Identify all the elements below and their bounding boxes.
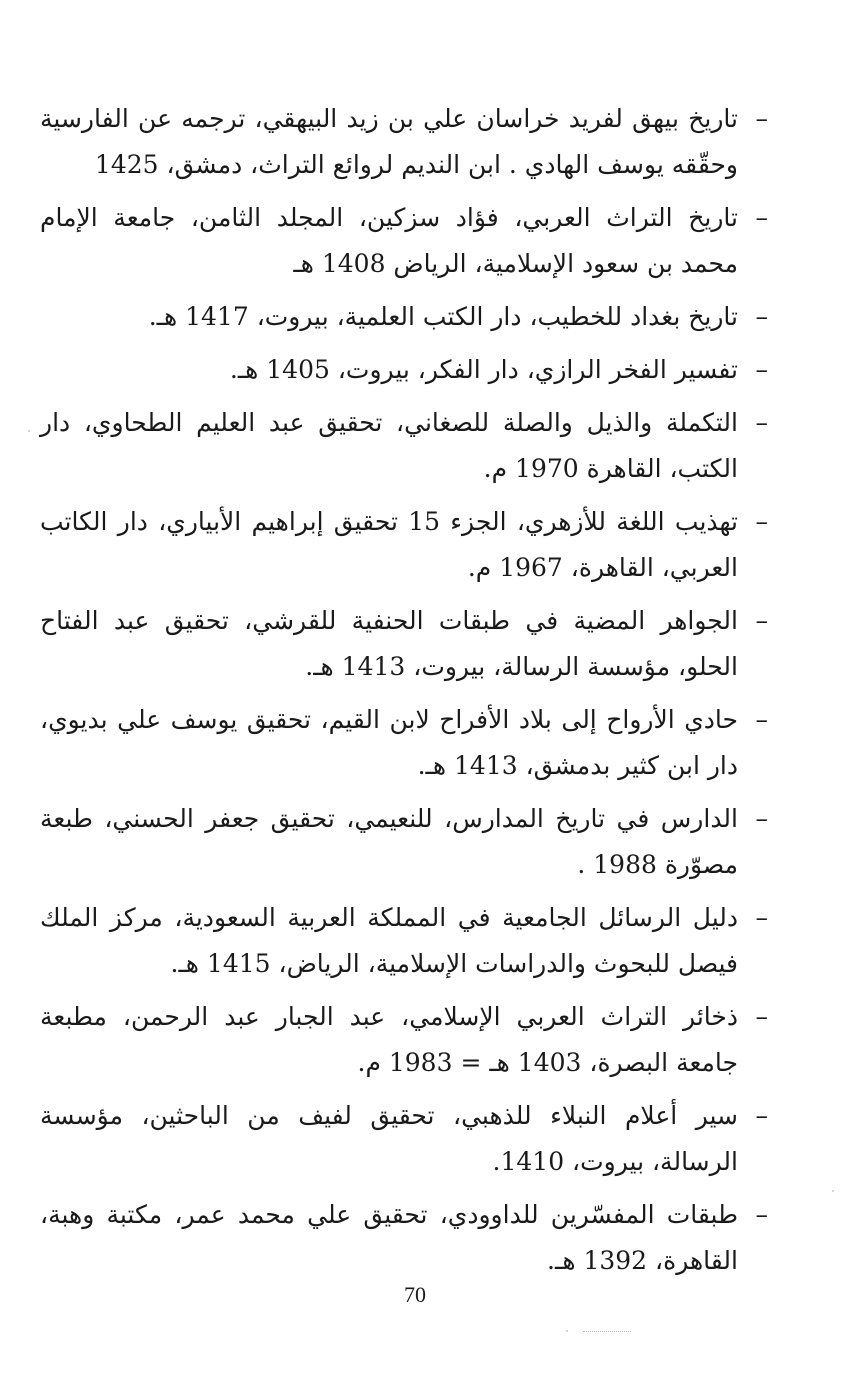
entry-dash: –	[755, 302, 768, 331]
entry-text: تهذيب اللغة للأزهري، الجزء 15 تحقيق إبراهيم الأبياري، دار الكاتب العربي، القاهرة، 1967 م.	[40, 507, 738, 582]
bibliography-entry	[40, 400, 768, 492]
entry-dash: –	[755, 408, 768, 437]
bibliography-entry	[40, 499, 768, 591]
scan-speck	[832, 1190, 834, 1192]
entry-text: الجواهر المضية في طبقات الحنفية للقرشي، تحقيق عبد الفتاح الحلو، مؤسسة الرسالة، بيروت، 1413 هـ.	[40, 606, 738, 681]
entry-text: التكملة والذيل والصلة للصغاني، تحقيق عبد العليم الطحاوي، دار الكتب، القاهرة 1970 م.	[40, 408, 738, 483]
entry-text: تاريخ التراث العربي، فؤاد سزكين، المجلد الثامن، جامعة الإمام محمد بن سعود الإسلامية، الرياض 1408 هـ	[40, 203, 738, 278]
entry-dash: –	[755, 705, 768, 734]
entry-text: دليل الرسائل الجامعية في المملكة العربية السعودية، مركز الملك فيصل للبحوث والدراسات الإسلامية، الرياض، 1415 هـ.	[40, 903, 738, 978]
entry-text: حادي الأرواح إلى بلاد الأفراح لابن القيم، تحقيق يوسف علي بديوي، دار ابن كثير بدمشق، 1413 هـ.	[40, 705, 738, 780]
entry-dash: –	[755, 804, 768, 833]
scan-speck	[566, 1330, 568, 1332]
entry-dash: –	[755, 1101, 768, 1130]
entry-text: تاريخ بغداد للخطيب، دار الكتب العلمية، بيروت، 1417 هـ.	[148, 302, 738, 331]
page-number: 70	[404, 1282, 426, 1307]
entry-dash: –	[755, 507, 768, 536]
scan-speck	[28, 430, 30, 432]
footer-dotted-rule	[583, 1331, 631, 1332]
entry-text: تاريخ بيهق لفريد خراسان علي بن زيد البيهقي، ترجمه عن الفارسية وحقّقه يوسف الهادي . ابن النديم لروائع التراث، دمشق، 1425	[40, 104, 738, 179]
bibliography-entry	[40, 1192, 768, 1284]
entry-dash: –	[755, 1002, 768, 1031]
entry-dash: –	[755, 1200, 768, 1229]
entry-dash: –	[755, 606, 768, 635]
entry-text: ذخائر التراث العربي الإسلامي، عبد الجبار عبد الرحمن، مطبعة جامعة البصرة، 1403 هـ = 1983 م.	[40, 1002, 738, 1077]
bibliography-entry	[40, 598, 768, 690]
entry-dash: –	[755, 104, 768, 133]
entry-dash: –	[755, 355, 768, 384]
bibliography-entry	[40, 1093, 768, 1185]
bibliography-entry	[40, 796, 768, 888]
entry-text: سير أعلام النبلاء للذهبي، تحقيق لفيف من الباحثين، مؤسسة الرسالة، بيروت، 1410.	[40, 1101, 738, 1176]
entry-text: تفسير الفخر الرازي، دار الفكر، بيروت، 1405 هـ.	[229, 355, 738, 384]
bibliography-list	[40, 96, 768, 1291]
entry-text: طبقات المفسّرين للداوودي، تحقيق علي محمد عمر، مكتبة وهبة، القاهرة، 1392 هـ.	[40, 1200, 738, 1275]
bibliography-entry	[40, 697, 768, 789]
entry-dash: –	[755, 903, 768, 932]
bibliography-entry	[40, 96, 768, 188]
bibliography-entry	[40, 347, 768, 393]
entry-dash: –	[755, 203, 768, 232]
bibliography-entry	[40, 294, 768, 340]
entry-text: الدارس في تاريخ المدارس، للنعيمي، تحقيق جعفر الحسني، طبعة مصوّرة 1988 .	[40, 804, 738, 879]
bibliography-entry	[40, 195, 768, 287]
bibliography-entry	[40, 994, 768, 1086]
bibliography-entry	[40, 895, 768, 987]
